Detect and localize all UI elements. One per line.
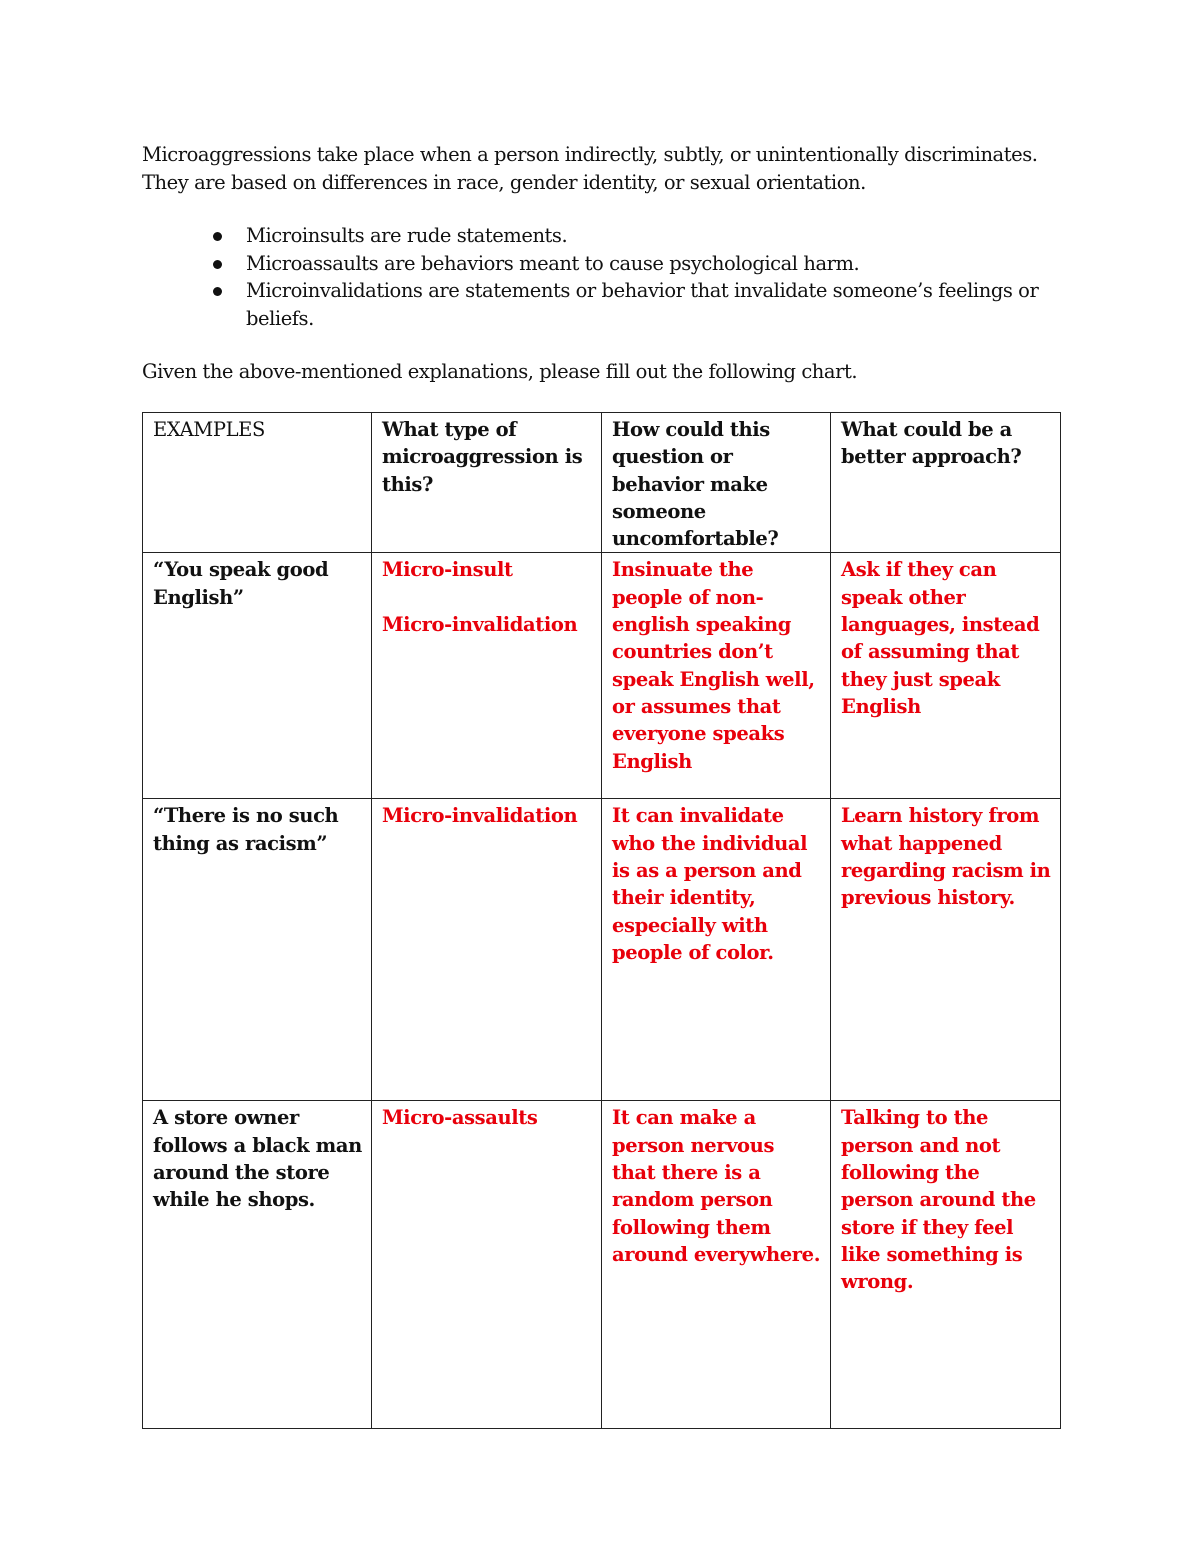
type-cell [372,553,602,799]
example-text: A store owner follows a black man around the store while he shops. [153,1106,362,1212]
discomfort-cell [602,1101,831,1429]
type-answer: Micro-invalidation [382,612,578,636]
intro-line-1: Microaggressions take place when a person indirectly, subtly, or unintentionally discriminates. [142,143,1038,166]
approach-answer: Learn history from what happened regarding racism in previous history. [841,804,1051,910]
approach-answer: Ask if they can speak other languages, instead of assuming that they just speak English [841,558,1040,718]
header-cell-examples [143,413,372,553]
spacer [382,584,592,611]
list-item-text: Microinvalidations are statements or behavior that invalidate someone’s feelings or beliefs. [246,279,1039,330]
list-item-text: Microinsults are rude statements. [246,224,568,247]
bullet-icon [213,232,222,241]
list-item [142,250,1060,278]
header-label: EXAMPLES [153,418,265,441]
type-answer: Micro-assaults [382,1106,538,1130]
header-cell-discomfort [602,413,831,553]
list-item-text: Microassaults are behaviors meant to cause psychological harm. [246,251,860,275]
discomfort-answer: Insinuate the people of non-english speaking countries don’t speak English well, or assumes that everyone speaks English [612,558,815,773]
discomfort-cell [602,799,831,1101]
table-row [143,799,1061,1101]
approach-cell [831,1101,1061,1429]
list-item [142,222,1060,250]
approach-cell [831,553,1061,799]
header-label: What type of microaggression is this? [382,418,583,496]
example-text: “You speak good English” [153,558,329,609]
type-cell [372,1101,602,1429]
discomfort-answer: It can make a person nervous that there is a random person following them around everywhere. [612,1106,821,1266]
intro-paragraph [142,141,1060,196]
bullet-icon [213,260,222,269]
example-text: “There is no such thing as racism” [153,804,339,855]
example-cell [143,799,372,1101]
discomfort-answer: It can invalidate who the individual is as a person and their identity, especially with people of color. [612,804,808,964]
example-cell [143,1101,372,1429]
type-answer: Micro-insult [382,558,513,582]
table-header-row [143,413,1061,553]
bullet-icon [213,287,222,296]
header-label: What could be a better approach? [841,418,1022,469]
header-label: How could this question or behavior make someone uncomfortable? [612,418,779,551]
header-cell-type [372,413,602,553]
microaggression-chart [142,412,1061,1429]
type-cell [372,799,602,1101]
definitions-list [142,222,1060,332]
table-row [143,553,1061,799]
example-cell [143,553,372,799]
list-item [142,277,1060,332]
header-cell-approach [831,413,1061,553]
approach-answer: Talking to the person and not following the person around the store if they feel like something is wrong. [841,1106,1036,1294]
approach-cell [831,799,1061,1101]
type-answer: Micro-invalidation [382,804,578,828]
intro-line-2: They are based on differences in race, gender identity, or sexual orientation. [142,170,866,194]
instruction-paragraph: Given the above-mentioned explanations, please fill out the following chart. [142,360,858,383]
table-row [143,1101,1061,1429]
discomfort-cell [602,553,831,799]
document-page [142,141,1060,386]
